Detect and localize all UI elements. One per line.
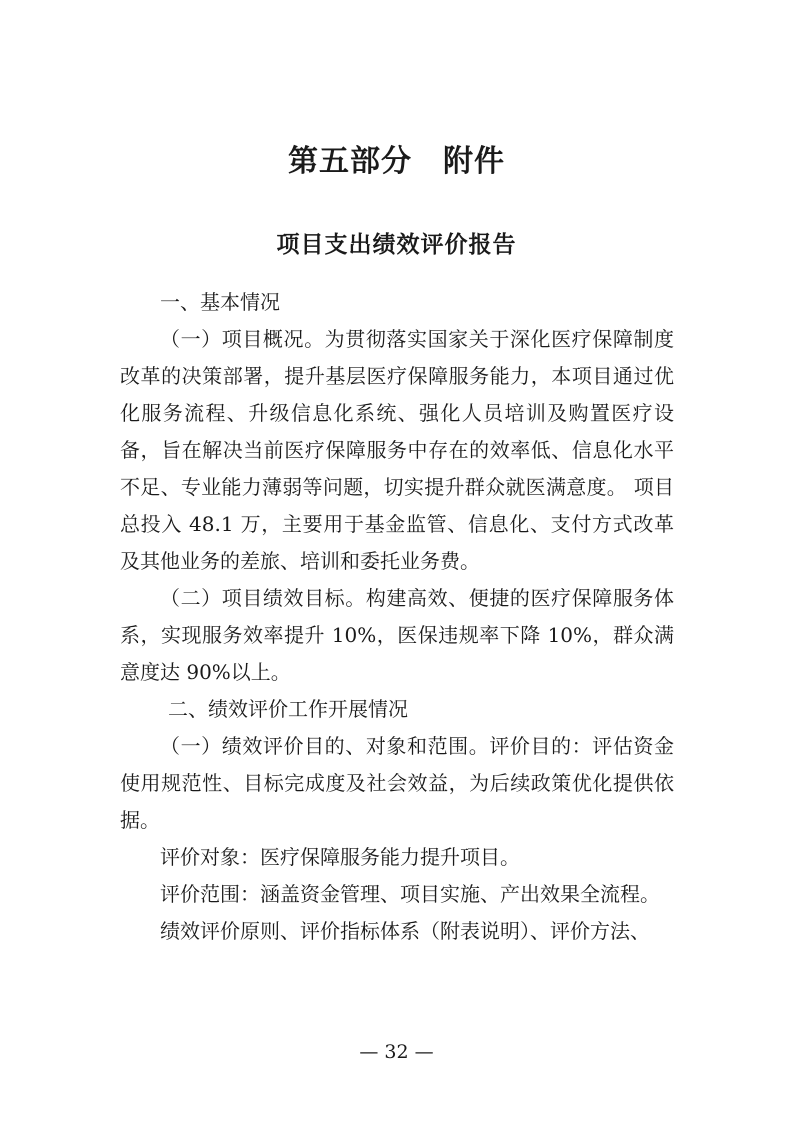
paragraph-evaluation-object: 评价对象：医疗保障服务能力提升项目。 [160,845,520,869]
paragraph-evaluation-purpose: （一）绩效评价目的、对象和范围。评价目的：评估资金使用规范性、目标完成度及社会效益，为后续政策优化提供依据。 [120,734,674,832]
paragraph-evaluation-principles: 绩效评价原则、评价指标体系（附表说明）、评价方法、 [160,919,650,943]
page-number: — 32 — [359,1041,434,1063]
body-text [120,284,674,950]
paragraph-performance-goals: （二）项目绩效目标。构建高效、便捷的医疗保障服务体系，实现服务效率提升 10%，医保违规率下降 10%，群众满意度达 90%以上。 [120,586,674,684]
report-title: 项目支出绩效评价报告 [276,232,517,258]
section-heading-basic-info: 一、基本情况 [160,290,280,314]
paragraph-evaluation-scope: 评价范围：涵盖资金管理、项目实施、产出效果全流程。 [160,882,660,906]
part-title: 第五部分 附件 [288,144,505,179]
section-heading-evaluation-work: 二、绩效评价工作开展情况 [168,697,408,721]
paragraph-project-overview: （一）项目概况。为贯彻落实国家关于深化医疗保障制度改革的决策部署，提升基层医疗保障服务能力，本项目通过优化服务流程、升级信息化系统、强化人员培训及购置医疗设备，旨在解决当前医疗保障服务中存在的效率低、信息化水平不足、专业能力薄弱等问题，切实提升群众就医满意度。 项目总投入 48.1 万，主要用于基金监管、信息化、支付方式改革及其他业务的差旅、培训和委托业务费。 [120,327,674,573]
